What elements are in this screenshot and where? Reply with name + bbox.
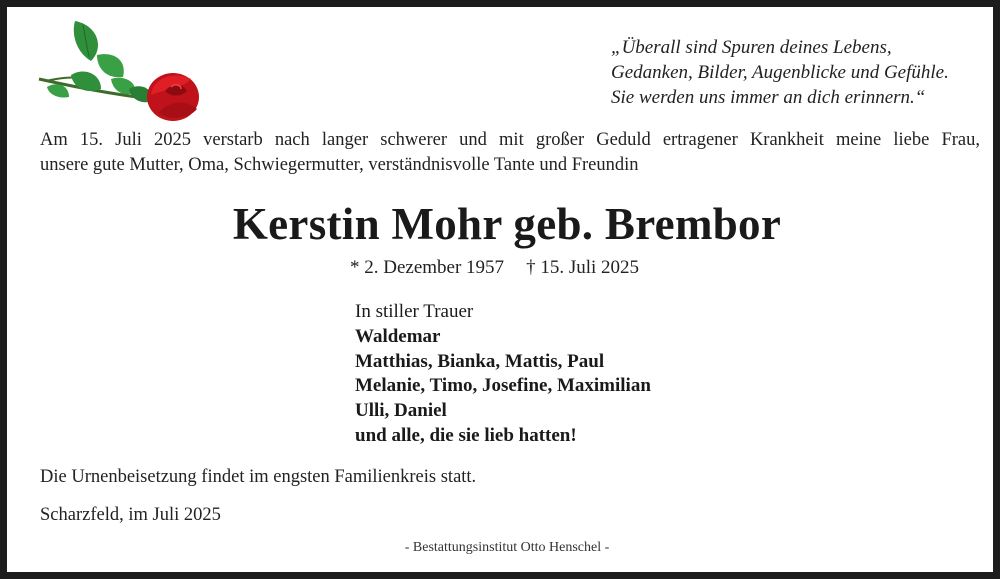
mourning-heading: In stiller Trauer: [355, 301, 474, 322]
red-rose-icon: [35, 17, 205, 127]
place-date: Scharzfeld, im Juli 2025: [40, 505, 221, 525]
burial-note: Die Urnenbeisetzung findet im engsten Familienkreis statt.: [40, 467, 477, 487]
mourner-name: und alle, die sie lieb hatten!: [355, 424, 577, 446]
mourners-list: [355, 300, 651, 449]
quote-block: [611, 35, 991, 110]
quote-line: Gedanken, Bilder, Augenblicke und Gefühle.: [611, 62, 949, 83]
mourner-name: Melanie, Timo, Josefine, Maximilian: [355, 375, 651, 397]
quote-line: „Überall sind Spuren deines Lebens,: [611, 37, 892, 58]
quote-line: Sie werden uns immer an dich erinnern.“: [611, 87, 926, 108]
mourner-name: Matthias, Bianka, Mattis, Paul: [355, 350, 605, 372]
undertaker-credit: - Bestattungsinstitut Otto Henschel -: [404, 540, 610, 555]
announcement-line: unsere gute Mutter, Oma, Schwiegermutter, verständnisvolle Tante und Freundin: [40, 155, 639, 175]
announcement-line: Am 15. Juli 2025 verstarb nach langer schwerer und mit großer Geduld ertragener Krankheit meine liebe Frau,: [40, 130, 980, 150]
deceased-name: Kerstin Mohr geb. Brembor: [232, 199, 782, 249]
mourner-name: Waldemar: [355, 325, 441, 347]
birth-date: * 2. Dezember 1957: [350, 257, 505, 278]
death-date: † 15. Juli 2025: [526, 257, 640, 278]
mourner-name: Ulli, Daniel: [355, 400, 447, 422]
life-dates: [350, 256, 639, 280]
announcement-text: [40, 128, 980, 178]
